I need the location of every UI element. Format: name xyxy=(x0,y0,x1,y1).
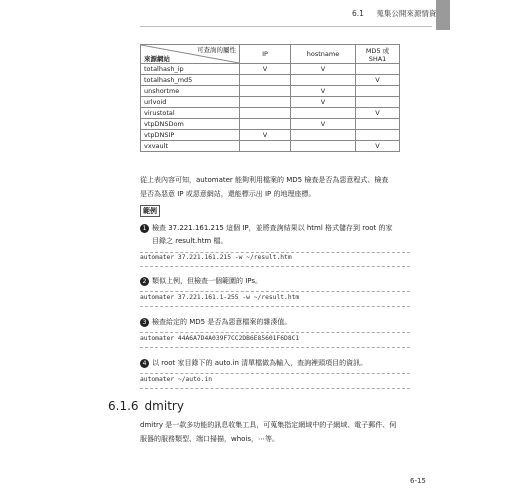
check-cell xyxy=(356,86,400,97)
check-cell: V xyxy=(356,75,400,86)
check-cell xyxy=(240,97,291,108)
command-line: automater 37.221.161.1-255 -w ~/result.htm xyxy=(140,294,300,301)
corner-top-label: 可查詢的屬性 xyxy=(197,46,236,54)
command-line: automater 44A6A7D4A039F7CC2DB6E85601F6D8C1 xyxy=(140,335,300,342)
intro-paragraph xyxy=(140,173,410,201)
body-line: dmitry 是一款多功能的訊息收集工具，可蒐集指定網域中的子網域、電子郵件、伺 xyxy=(140,421,397,429)
code-rule xyxy=(140,373,410,374)
check-cell xyxy=(291,130,356,141)
check-cell xyxy=(240,141,291,152)
section-title: dmitry xyxy=(144,399,184,413)
check-cell: V xyxy=(240,64,291,75)
table-row xyxy=(141,119,400,130)
check-cell xyxy=(291,108,356,119)
intro-line: 是否為惡意 IP 或惡意網站，還能標示出 IP 的地理座標。 xyxy=(140,190,316,198)
example-step-2 xyxy=(140,275,410,288)
code-rule xyxy=(140,332,410,333)
chapter-number: 6.1 xyxy=(352,9,364,18)
code-rule xyxy=(140,291,410,292)
column-header-hostname: hostname xyxy=(291,45,356,64)
chapter-thumb-tab xyxy=(436,0,450,30)
table-row xyxy=(141,130,400,141)
body-line: 服器的服務類型、端口掃描，whois，⋯等。 xyxy=(140,435,280,443)
check-cell: V xyxy=(291,97,356,108)
check-cell xyxy=(291,75,356,86)
step-text: 以 root 家目錄下的 auto.in 清單檔做為輸入，查詢裡頭項目的資訊。 xyxy=(152,359,368,367)
site-cell: totalhash_md5 xyxy=(141,75,240,86)
check-cell xyxy=(356,64,400,75)
step-text: 檢查 37.221.161.215 這個 IP，並將查詢結果以 html 格式儲存到 root 的家 xyxy=(152,224,393,232)
table-row xyxy=(141,108,400,119)
corner-bottom-label: 來源網站 xyxy=(144,55,170,63)
code-rule xyxy=(140,252,410,253)
example-label: 範例 xyxy=(140,205,160,217)
site-cell: totalhash_ip xyxy=(141,64,240,75)
site-cell: vtpDNSDom xyxy=(141,119,240,130)
section-number: 6.1.6 xyxy=(108,399,139,413)
step-number-badge: 4 xyxy=(140,359,149,368)
table-row xyxy=(141,75,400,86)
step-text-continued: 目錄之 result.htm 檔。 xyxy=(152,237,228,245)
example-step-1 xyxy=(140,222,410,248)
site-cell: unshortme xyxy=(141,86,240,97)
site-cell: vtpDNSIP xyxy=(141,130,240,141)
example-step-3 xyxy=(140,316,410,329)
step-number-badge: 1 xyxy=(140,224,149,233)
chapter-title: 蒐集公開來源情資 xyxy=(376,9,437,18)
header-rule xyxy=(140,26,432,27)
column-header-ip: IP xyxy=(240,45,291,64)
code-rule xyxy=(140,306,410,307)
code-rule xyxy=(140,388,410,389)
table-corner-cell xyxy=(141,45,240,64)
check-cell: V xyxy=(356,141,400,152)
check-cell: V xyxy=(240,130,291,141)
intro-line: 從上表內容可知，automater 能夠利用檔案的 MD5 檢查是否為惡意程式、檢查 xyxy=(140,176,389,184)
site-cell: urlvoid xyxy=(141,97,240,108)
step-text: 類似上例，但檢查一個範圍的 IPs。 xyxy=(152,277,263,285)
check-cell: V xyxy=(291,64,356,75)
command-line: automater ~/auto.in xyxy=(140,376,213,383)
body-paragraph xyxy=(140,418,430,446)
site-cell: vxvault xyxy=(141,141,240,152)
step-text: 檢查給定的 MD5 是否為惡意檔案的雜湊值。 xyxy=(152,318,292,326)
code-rule xyxy=(140,266,410,267)
table-row xyxy=(141,64,400,75)
check-cell xyxy=(240,119,291,130)
section-heading xyxy=(108,399,184,413)
check-cell: V xyxy=(356,108,400,119)
page-number: 6-15 xyxy=(410,477,426,485)
running-header xyxy=(352,8,436,19)
table-row xyxy=(141,141,400,152)
source-attribute-table xyxy=(140,44,400,152)
check-cell xyxy=(240,108,291,119)
check-cell: V xyxy=(291,119,356,130)
table-row xyxy=(141,97,400,108)
table-row xyxy=(141,86,400,97)
column-header-md5: MD5 或 SHA1 xyxy=(356,45,400,64)
check-cell xyxy=(356,97,400,108)
example-step-4 xyxy=(140,357,410,370)
check-cell xyxy=(240,75,291,86)
step-number-badge: 2 xyxy=(140,277,149,286)
check-cell: V xyxy=(291,86,356,97)
check-cell xyxy=(240,86,291,97)
command-line: automater 37.221.161.215 -w ~/result.htm xyxy=(140,254,292,261)
diagonal-line xyxy=(141,45,239,63)
code-rule xyxy=(140,347,410,348)
check-cell xyxy=(291,141,356,152)
step-number-badge: 3 xyxy=(140,318,149,327)
site-cell: virustotal xyxy=(141,108,240,119)
check-cell xyxy=(356,130,400,141)
check-cell xyxy=(356,119,400,130)
